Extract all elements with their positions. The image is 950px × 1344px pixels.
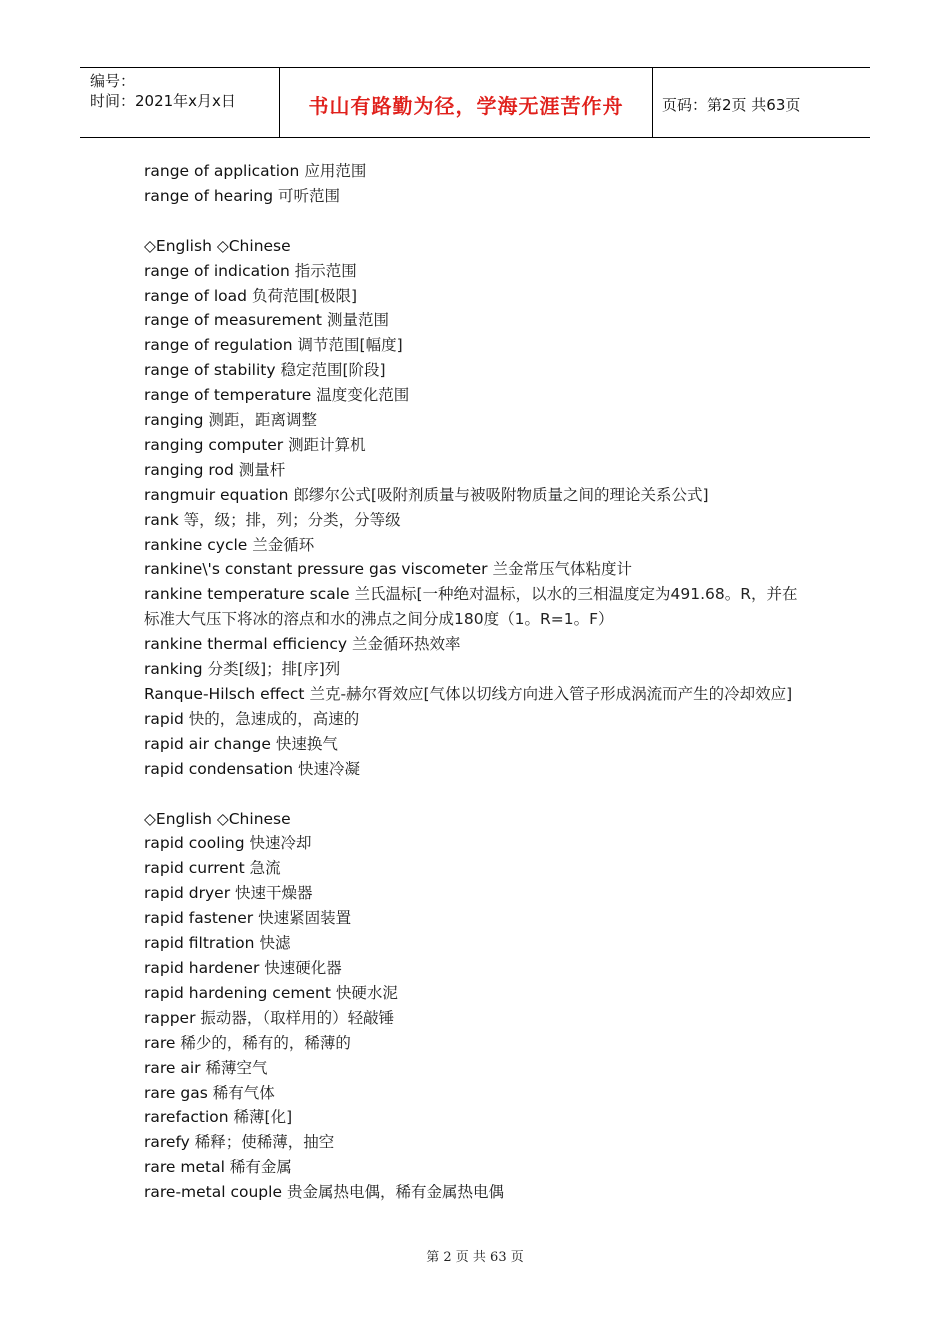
entry-chinese: 兰氏温标[一种绝对温标，以水的三相温度定为491.68。R，并在标准大气压下将冰的溶点和水的沸点之间分成180度（1。R=1。F） xyxy=(144,585,798,629)
glossary-entry xyxy=(144,533,806,558)
glossary-entry xyxy=(144,383,806,408)
entry-english: rarefy xyxy=(144,1133,190,1152)
entry-english: rankine thermal efficiency xyxy=(144,635,348,654)
entry-english: ranging computer xyxy=(144,435,284,454)
time-label: 时间：2021年x月x日 xyxy=(90,92,236,110)
section-heading: ◇English ◇Chinese xyxy=(144,809,291,828)
entry-chinese: 兰金循环 xyxy=(252,535,315,554)
glossary-entry xyxy=(144,308,806,333)
entry-chinese: 快速冷凝 xyxy=(298,759,361,778)
entry-chinese: 测量杆 xyxy=(238,460,286,479)
entry-chinese: 测量范围 xyxy=(326,311,389,330)
glossary-entry xyxy=(144,1056,806,1081)
motto: 书山有路勤为径，学海无涯苦作舟 xyxy=(308,94,624,118)
entry-english: rankine temperature scale xyxy=(144,585,350,604)
entry-english: rapid hardening cement xyxy=(144,983,331,1002)
glossary-entry xyxy=(144,1130,806,1155)
entry-english: rapid cooling xyxy=(144,834,245,853)
header-meta xyxy=(80,68,280,137)
glossary-entry xyxy=(144,931,806,956)
glossary-entry xyxy=(144,856,806,881)
glossary-entry xyxy=(144,732,806,757)
entry-english: ranging xyxy=(144,411,204,430)
entry-english: rare air xyxy=(144,1058,201,1077)
entry-chinese: 调节范围[幅度] xyxy=(297,336,403,355)
entry-chinese: 等，级；排，列；分类，分等级 xyxy=(183,510,401,529)
entry-chinese: 兰金常压气体粘度计 xyxy=(492,560,632,579)
entry-chinese: 兰金循环热效率 xyxy=(351,635,461,654)
entry-chinese: 温度变化范围 xyxy=(316,386,410,405)
glossary-entry xyxy=(144,881,806,906)
entry-chinese: 贵金属热电偶，稀有金属热电偶 xyxy=(286,1183,504,1202)
entry-chinese: 应用范围 xyxy=(304,162,367,180)
page-header xyxy=(80,67,870,138)
glossary-entry xyxy=(144,433,806,458)
glossary-entry xyxy=(144,956,806,981)
entry-english: rapid filtration xyxy=(144,934,255,953)
entry-chinese: 测距计算机 xyxy=(288,435,366,454)
entry-english: range of stability xyxy=(144,361,276,380)
entry-english: ranging rod xyxy=(144,460,234,479)
entry-chinese: 郎缪尔公式[吸附剂质量与被吸附物质量之间的理论关系公式] xyxy=(293,485,709,504)
glossary-entry xyxy=(144,906,806,931)
section-gap xyxy=(144,782,806,807)
entry-english: rapid air change xyxy=(144,734,271,753)
entry-chinese: 兰克-赫尔胥效应[气体以切线方向进入管子形成涡流而产生的冷却效应] xyxy=(309,685,793,704)
entry-english: range of hearing xyxy=(144,186,274,205)
entry-chinese: 稳定范围[阶段] xyxy=(280,361,386,380)
entry-english: rare xyxy=(144,1033,176,1052)
glossary-entry xyxy=(144,582,806,632)
section-heading: ◇English ◇Chinese xyxy=(144,236,291,255)
entry-chinese: 快硬水泥 xyxy=(335,983,398,1002)
footer-page-number: 第 2 页 共 63 页 xyxy=(426,1250,524,1265)
entry-english: rankine\'s constant pressure gas viscometer xyxy=(144,560,488,579)
glossary-entry xyxy=(144,557,806,582)
entry-chinese: 急流 xyxy=(249,859,281,878)
glossary-entry xyxy=(144,358,806,383)
number-label: 编号： xyxy=(90,72,136,90)
entry-chinese: 稀释；使稀薄，抽空 xyxy=(194,1133,335,1152)
glossary-entry xyxy=(144,1081,806,1106)
entry-chinese: 分类[级]；排[序]列 xyxy=(207,660,341,679)
glossary-entry xyxy=(144,707,806,732)
entry-english: rankine cycle xyxy=(144,535,248,554)
glossary-entry xyxy=(144,1006,806,1031)
entry-chinese: 快速冷却 xyxy=(249,834,312,853)
glossary-entry xyxy=(144,757,806,782)
glossary-entry xyxy=(144,184,806,209)
entry-english: range of load xyxy=(144,286,247,305)
entry-english: rank xyxy=(144,510,179,529)
header-motto-cell xyxy=(280,68,653,137)
entry-english: Ranque-Hilsch effect xyxy=(144,685,305,704)
page-footer xyxy=(0,1246,950,1265)
section-gap xyxy=(144,209,806,234)
glossary-entry xyxy=(144,632,806,657)
entry-english: rapid condensation xyxy=(144,759,294,778)
entry-chinese: 快速硬化器 xyxy=(264,958,342,977)
glossary-entry xyxy=(144,159,806,184)
entry-english: range of application xyxy=(144,162,300,180)
glossary-entry xyxy=(144,1155,806,1180)
entry-english: rare metal xyxy=(144,1158,225,1177)
entry-chinese: 快速换气 xyxy=(275,734,338,753)
glossary-entry xyxy=(144,508,806,533)
entry-english: range of temperature xyxy=(144,386,312,405)
entry-english: rapid hardener xyxy=(144,958,260,977)
entry-english: rapid xyxy=(144,709,184,728)
entry-chinese: 稀有气体 xyxy=(212,1083,275,1102)
entry-chinese: 快的，急速成的，高速的 xyxy=(188,709,360,728)
glossary-entry xyxy=(144,981,806,1006)
entry-chinese: 可听范围 xyxy=(278,186,341,205)
entry-english: range of regulation xyxy=(144,336,293,355)
entry-english: rapper xyxy=(144,1008,196,1027)
glossary-entry xyxy=(144,657,806,682)
glossary-entry xyxy=(144,831,806,856)
entry-chinese: 稀少的，稀有的，稀薄的 xyxy=(180,1033,351,1052)
entry-chinese: 稀薄[化] xyxy=(233,1108,293,1127)
entry-chinese: 负荷范围[极限] xyxy=(251,286,358,305)
entry-english: rapid dryer xyxy=(144,884,231,903)
entry-chinese: 快速干燥器 xyxy=(235,884,313,903)
glossary-entry xyxy=(144,284,806,309)
entry-english: rarefaction xyxy=(144,1108,229,1127)
glossary-entry xyxy=(144,259,806,284)
glossary-entry xyxy=(144,333,806,358)
entry-english: range of measurement xyxy=(144,311,323,330)
entry-english: range of indication xyxy=(144,261,290,280)
entry-english: ranking xyxy=(144,660,203,679)
entry-english: rapid current xyxy=(144,859,245,878)
page-info: 页码：第2页 共63页 xyxy=(662,96,801,114)
glossary-entry xyxy=(144,1031,806,1056)
entry-english: rare-metal couple xyxy=(144,1183,282,1202)
glossary-entry xyxy=(144,483,806,508)
header-page-cell xyxy=(653,68,870,137)
glossary-content xyxy=(144,159,806,1205)
entry-chinese: 快速紧固装置 xyxy=(258,909,352,928)
entry-chinese: 振动器，（取样用的）轻敲锤 xyxy=(200,1008,395,1027)
entry-chinese: 指示范围 xyxy=(294,261,357,280)
entry-english: rare gas xyxy=(144,1083,208,1102)
entry-chinese: 稀有金属 xyxy=(229,1158,292,1177)
glossary-entry xyxy=(144,1105,806,1130)
entry-chinese: 稀薄空气 xyxy=(205,1058,268,1077)
glossary-entry xyxy=(144,458,806,483)
entry-chinese: 测距，距离调整 xyxy=(208,411,317,430)
glossary-entry xyxy=(144,408,806,433)
entry-chinese: 快滤 xyxy=(259,934,291,953)
entry-english: rapid fastener xyxy=(144,909,254,928)
glossary-entry xyxy=(144,1180,806,1205)
glossary-entry xyxy=(144,682,806,707)
entry-english: rangmuir equation xyxy=(144,485,289,504)
